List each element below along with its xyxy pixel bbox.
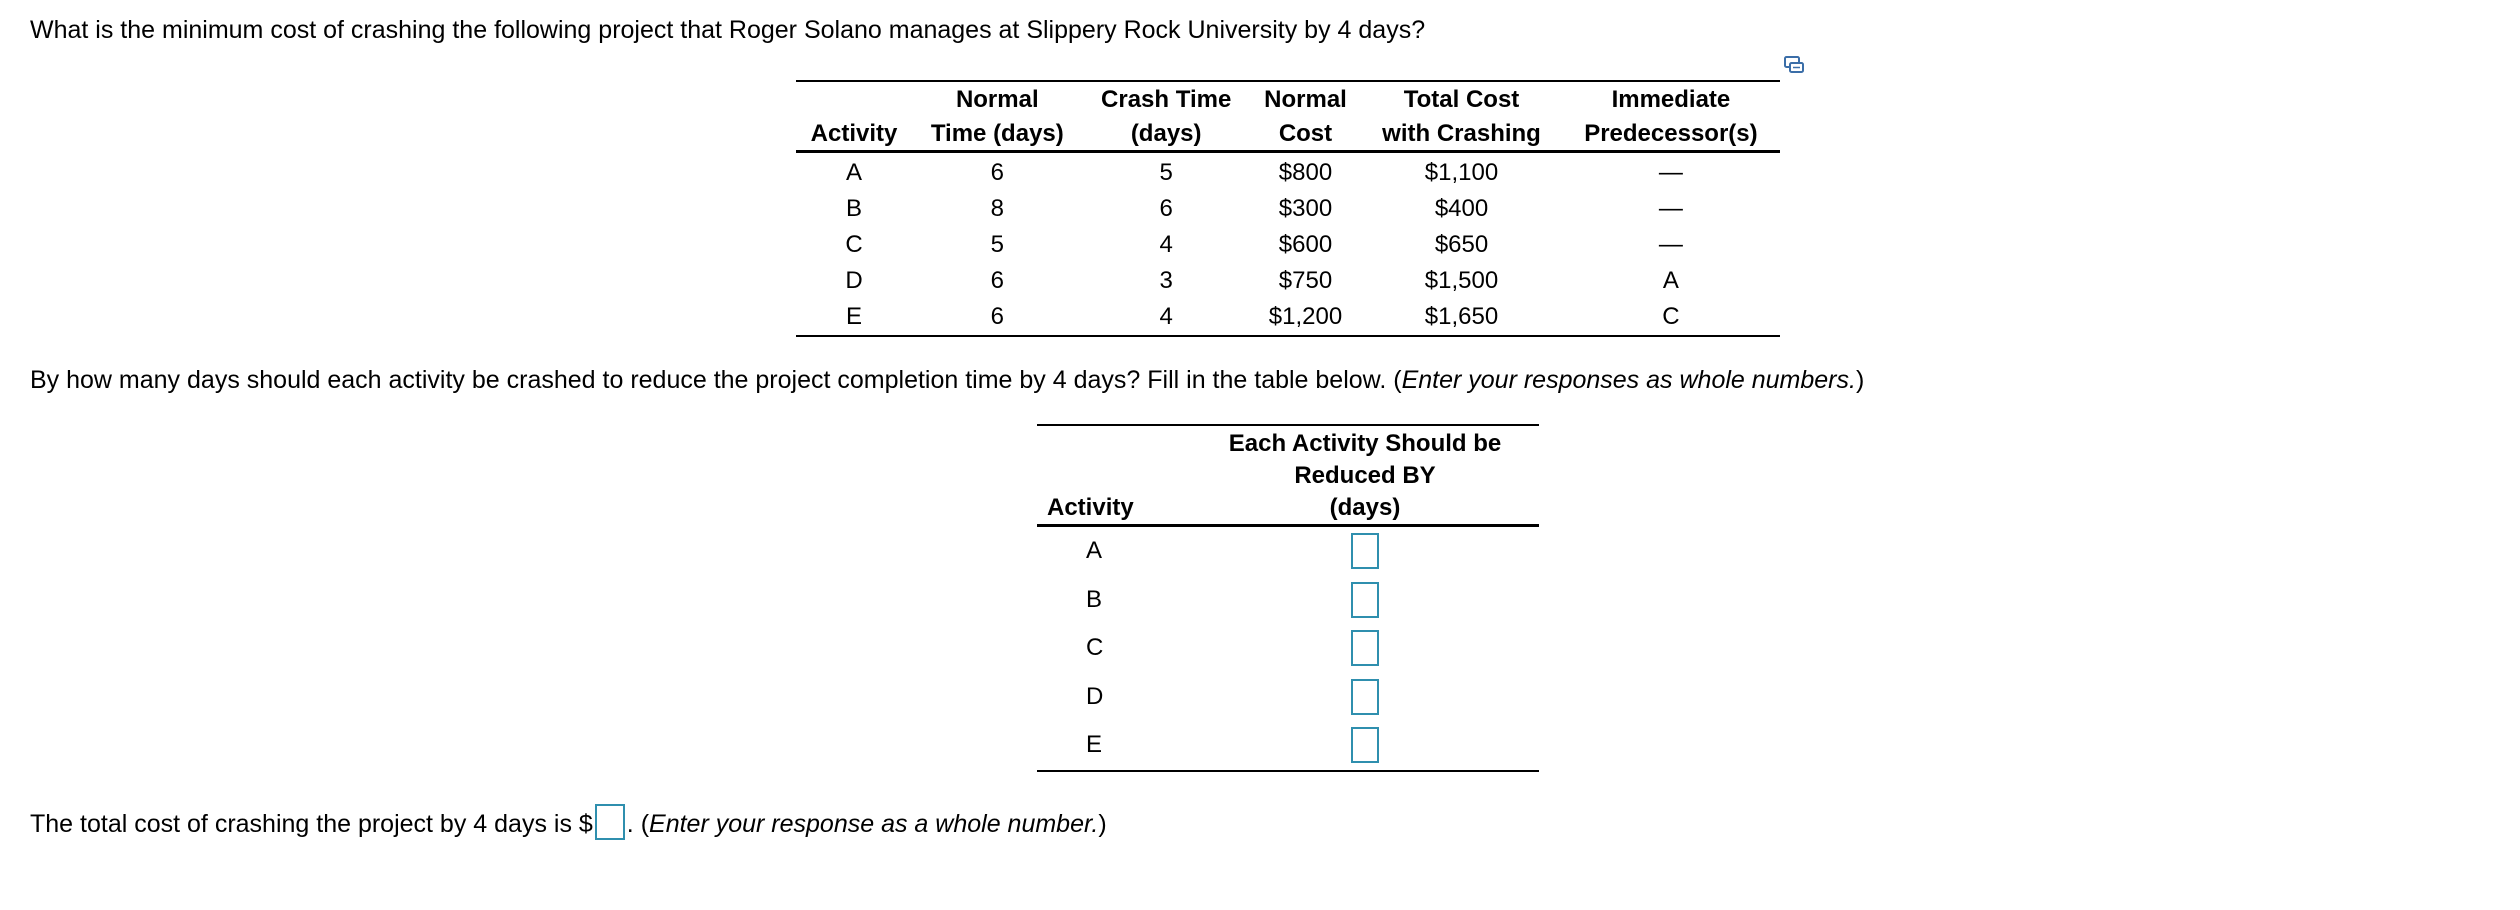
table-row: [796, 263, 1780, 299]
answer-input-b[interactable]: [1351, 582, 1379, 618]
header-cell: Activity: [796, 116, 912, 152]
table-row: [1037, 673, 1539, 722]
answer-activity: E: [1086, 731, 1103, 759]
cell-predecessor: —: [1658, 159, 1683, 186]
cell-activity: D: [845, 267, 863, 294]
cell-predecessor: A: [1662, 267, 1679, 294]
header-cell: Total Cost: [1403, 86, 1520, 113]
cell-crash-time: 4: [1159, 231, 1173, 258]
cell-crash-time: 4: [1159, 303, 1173, 330]
cell-normal-time: 6: [990, 303, 1004, 330]
header-cell: with Crashing: [1361, 116, 1562, 152]
table-row: [1037, 576, 1539, 625]
cell-crash-time: 6: [1159, 195, 1173, 222]
answer-activity: B: [1086, 585, 1103, 613]
table-row: [796, 191, 1780, 227]
question-text: What is the minimum cost of crashing the following project that Roger Solano manages at Slippery Rock University by 4 days?: [30, 16, 1426, 44]
answer-input-d[interactable]: [1351, 679, 1379, 715]
header-reduce-line2: Reduced BY: [1294, 462, 1436, 489]
table-row: [796, 152, 1780, 192]
cell-activity: A: [846, 159, 863, 186]
table-row: [1037, 624, 1539, 673]
cell-crash-time: 5: [1159, 159, 1173, 186]
cell-normal-time: 6: [990, 159, 1004, 186]
cell-crash-time: 3: [1159, 267, 1173, 294]
header-cell: Normal: [1264, 86, 1347, 113]
header-activity: Activity: [1037, 425, 1191, 526]
project-data-table: [796, 80, 1780, 337]
total-prefix: The total cost of crashing the project by 4 days is $: [30, 810, 593, 838]
header-cell: Predecessor(s): [1562, 116, 1780, 152]
header-cell: Cost: [1250, 116, 1361, 152]
instruction-italic: Enter your responses as whole numbers.: [1401, 366, 1856, 394]
cell-normal-cost: $300: [1278, 195, 1333, 222]
header-reduce-line1: Each Activity Should be: [1228, 430, 1502, 457]
cell-normal-cost: $600: [1278, 231, 1333, 258]
cell-crash-cost: $650: [1434, 231, 1489, 258]
cell-normal-cost: $1,200: [1268, 303, 1343, 330]
cell-normal-time: 5: [990, 231, 1004, 258]
cell-crash-cost: $1,650: [1424, 303, 1499, 330]
cell-predecessor: —: [1658, 231, 1683, 258]
table-row: [796, 227, 1780, 263]
cell-normal-cost: $800: [1278, 159, 1333, 186]
header-reduce-line3: (days): [1329, 494, 1401, 521]
total-italic: Enter your response as a whole number.: [649, 810, 1099, 838]
header-cell: Time (days): [912, 116, 1082, 152]
header-cell: [796, 81, 912, 116]
answer-activity: A: [1086, 537, 1103, 565]
answer-input-a[interactable]: [1351, 533, 1379, 569]
cell-predecessor: —: [1658, 195, 1683, 222]
total-suffix: . (: [626, 810, 650, 838]
table-row: [1037, 721, 1539, 771]
instruction-text: [30, 364, 1864, 396]
cell-activity: C: [845, 231, 863, 258]
total-cost-text: [30, 804, 1107, 840]
cell-activity: B: [846, 195, 863, 222]
cell-activity: E: [846, 303, 863, 330]
cell-crash-cost: $1,500: [1424, 267, 1499, 294]
header-cell: Immediate: [1611, 86, 1731, 113]
header-cell: (days): [1083, 116, 1250, 152]
instruction-main: By how many days should each activity be crashed to reduce the project completion time by 4 days? Fill in the table below. (: [30, 366, 1402, 394]
answer-activity: C: [1086, 634, 1104, 662]
answer-input-e[interactable]: [1351, 727, 1379, 763]
cell-crash-cost: $1,100: [1424, 159, 1499, 186]
answer-input-c[interactable]: [1351, 630, 1379, 666]
cell-predecessor: C: [1662, 303, 1680, 330]
total-end: ): [1098, 810, 1107, 838]
table-row: [1037, 526, 1539, 576]
header-cell: Crash Time: [1101, 86, 1232, 113]
cell-normal-cost: $750: [1278, 267, 1333, 294]
copy-table-icon[interactable]: [1783, 54, 1805, 76]
instruction-end: ): [1855, 366, 1865, 394]
cell-normal-time: 8: [990, 195, 1004, 222]
table-row: [796, 299, 1780, 336]
cell-normal-time: 6: [990, 267, 1004, 294]
answer-table: [1037, 424, 1539, 772]
header-reduce: [1191, 425, 1539, 526]
total-cost-input[interactable]: [595, 804, 625, 840]
cell-crash-cost: $400: [1434, 195, 1489, 222]
header-cell: Normal: [955, 86, 1039, 113]
answer-activity: D: [1086, 682, 1104, 710]
